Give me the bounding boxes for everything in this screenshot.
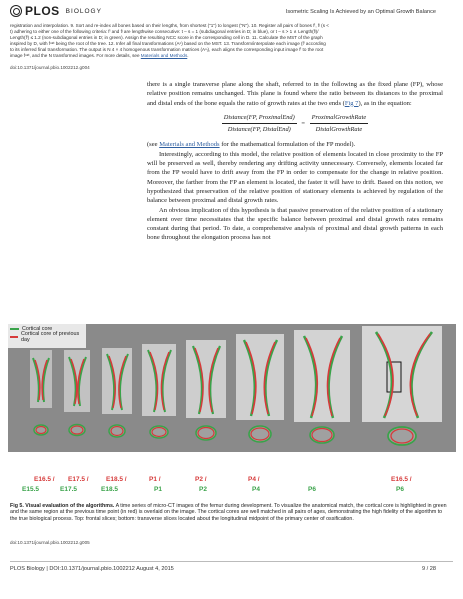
caption-line: inspired by D, with fⁿᵉᵗ being the root of the tree. 12. Infer all final transformations (Aⁿ) based on the MST. 13. Transform/interpolate each image (fⁱ according bbox=[10, 41, 326, 47]
legend-swatch-red bbox=[10, 336, 18, 338]
legend-swatch-green bbox=[10, 328, 19, 330]
stage-label-top: E18.5 / bbox=[106, 476, 127, 483]
stage-label-top: E17.5 / bbox=[68, 476, 89, 483]
methods-link[interactable]: Materials and Methods bbox=[140, 53, 188, 59]
equation bbox=[147, 113, 443, 135]
stage-label-bottom: E15.5 bbox=[22, 486, 39, 493]
paragraph: Interestingly, according to this model, the relative position of elements located in close proximity to the FP will be preserved as well, thereby rendering any drifting activity unnecessary. Conversely, elements located far from the FP would have to drift away from the FP in order to compensate for the change in relative position. Moreover, the farther from the FP an element is located, the faster it will have to drift. Based on this notion, we hypothesized that preservation of the relative position of stationary elements is achieved by regulation of the balance between proximal and distal growth rates. bbox=[147, 150, 443, 205]
stage-label-top: E16.5 / bbox=[391, 476, 412, 483]
equation-left bbox=[222, 113, 297, 135]
stage-label-bottom: P4 bbox=[252, 486, 260, 493]
stage-label-bottom: P2 bbox=[199, 486, 207, 493]
footer-citation: PLOS Biology | DOI:10.1371/journal.pbio.1002212 August 4, 2015 bbox=[10, 566, 174, 572]
equation-denominator: DistalGrowthRate bbox=[315, 126, 363, 134]
fig7-link[interactable]: Fig 7 bbox=[344, 99, 359, 107]
equation-numerator: Distance(FP, ProximalEnd) bbox=[222, 113, 297, 124]
journal-section: BIOLOGY bbox=[65, 7, 102, 15]
equation-numerator: ProximalGrowthRate bbox=[310, 113, 369, 124]
prev-figure-caption bbox=[10, 23, 454, 60]
caption-title: Fig 5. Visual evaluation of the algorithms. bbox=[10, 503, 115, 509]
legend-label: Cortical core bbox=[22, 326, 53, 332]
figure-legend bbox=[10, 325, 82, 341]
brand-name: PLOS bbox=[25, 4, 60, 18]
micro-ct-image-series bbox=[8, 324, 456, 452]
stage-label-bottom: P6 bbox=[396, 486, 404, 493]
plos-logo-icon bbox=[10, 5, 22, 17]
stage-label-bottom: E18.5 bbox=[101, 486, 118, 493]
equation-denominator: Distance(FP, DistalEnd) bbox=[227, 126, 291, 134]
caption-line: registration and interpolation. 9. Sort and re-index all bones based on their lengths, from shortest ("1") to longest ("N"). 10. Register all pairs of bones fⁱ, fʲ (s < bbox=[10, 23, 329, 28]
stage-label-top: P1 / bbox=[149, 476, 161, 483]
caption-text: A time series of micro-CT images of the femur during development. To visualize the anatomical match, the cortical core is highlighted in green and the same region at the previous time point (in red) is overlaid on the image. The cortical cores are well matched in all pairs of ages, demonstrating the high fidelity of the algorithm to the true biological process. Top: frontal slices; bottom: transverse slices located about the longitudinal midpoint of the primary center of ossification. bbox=[10, 503, 447, 522]
methods-link[interactable]: Materials and Methods bbox=[159, 141, 220, 149]
legend-item-previous bbox=[10, 333, 82, 341]
figure-doi: doi:10.1371/journal.pbio.1002212.g005 bbox=[10, 540, 90, 545]
paragraph-text: there is a single transverse plane along the shaft, referred to in the following as the fixed plane (FP), whose relative position remains unchanged. This plane is found where the ratio between its distances to the proximal and distal ends of the bone equals the ratio of growth rates at the two ends ( bbox=[147, 81, 443, 107]
figure-5-panel bbox=[8, 324, 456, 452]
stage-label-top: P2 / bbox=[195, 476, 207, 483]
figure-caption bbox=[10, 503, 450, 522]
stage-label-bottom: P6 bbox=[308, 486, 316, 493]
legend-label: Cortical core of previous day bbox=[21, 331, 80, 343]
equation-right bbox=[310, 113, 369, 135]
stage-label-bottom: E17.5 bbox=[60, 486, 77, 493]
stage-label-bottom: P1 bbox=[154, 486, 162, 493]
caption-line-text: image fⁿᵉᵗ, and the N transformed images. For more details, see bbox=[10, 53, 141, 59]
stage-label-top: E16.5 / bbox=[34, 476, 55, 483]
stage-label-top: P4 / bbox=[248, 476, 260, 483]
caption-line: t) adhering to either one of the following criteria: fⁱ and fʲ are lengthwise consecutive: t – s = 1 (subdiagonal entries in D; in blue), or t – s > 1 ∧ Length(fʲ)/ bbox=[10, 29, 319, 35]
paragraph-text: for the mathematical formulation of the FP model). bbox=[219, 141, 356, 149]
paragraph-text: ), as in the equation: bbox=[358, 99, 412, 107]
paragraph bbox=[147, 80, 443, 108]
running-title: Isometric Scaling Is Achieved by an Optimal Growth Balance bbox=[285, 9, 436, 15]
footer-divider bbox=[10, 561, 453, 562]
caption-line: image fⁿᵉᵗ, and the N transformed images. For more details, see Materials and Methods. bbox=[10, 53, 189, 59]
paragraph bbox=[147, 140, 443, 149]
body-column bbox=[147, 80, 443, 243]
plos-logo bbox=[10, 4, 102, 18]
caption-line: to its inferred final transformation. The output is N 4 × 4 homogenous transformation matrices (Aⁿᵢ), each aligns the corresponding input image fⁱ to the root bbox=[10, 47, 324, 53]
caption-line: Length(fⁱ) ≤ 1.2 (non-subdiagonal entries in D; in green). Assign the resulting NCC score in the corresponding cell in D. 11. Calculate the MST of the graph bbox=[10, 35, 323, 41]
paragraph-text: (see bbox=[147, 141, 160, 149]
page-number: 9 / 28 bbox=[422, 566, 436, 572]
paragraph: An obvious implication of this hypothesis is that passive preservation of the relative position of a stationary element over time necessitates that the specific balance between proximal and distal growth rates remains constant during that period. To date, a comprehensive analysis of proximal and distal growth patterns in each bone throughout the elongation process has not bbox=[147, 206, 443, 242]
equals-sign: = bbox=[301, 120, 306, 128]
figure-doi: doi:10.1371/journal.pbio.1002212.g004 bbox=[10, 65, 90, 70]
